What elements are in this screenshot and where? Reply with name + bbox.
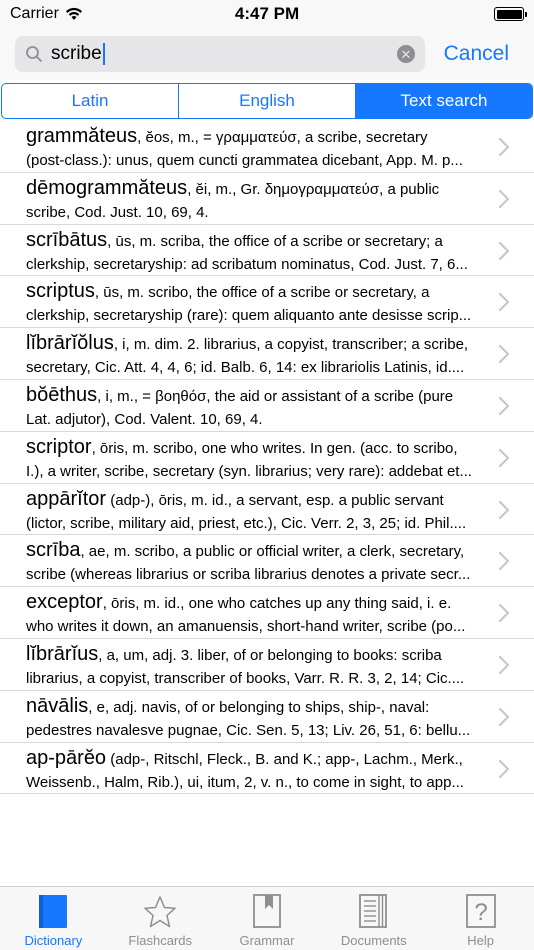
result-line2: librarius, a copyist, transcriber of books, Varr. R. R. 3, 2, 14; Cic.... bbox=[26, 669, 465, 687]
bookmark-book-icon bbox=[251, 893, 283, 929]
cancel-button[interactable]: Cancel bbox=[443, 42, 509, 65]
tab-bar bbox=[0, 886, 534, 950]
result-summary: , i, m. dim. 2. librarius, a copyist, transcriber; a scribe, bbox=[113, 336, 469, 354]
chevron-right-icon bbox=[498, 759, 510, 779]
chevron-right-icon bbox=[498, 500, 510, 520]
result-row[interactable] bbox=[0, 225, 534, 277]
star-icon bbox=[143, 895, 177, 929]
result-row[interactable] bbox=[0, 535, 534, 587]
status-time: 4:47 PM bbox=[234, 4, 300, 23]
result-summary: , ōris, m. id., one who catches up any thing said, i. e. bbox=[102, 595, 452, 613]
result-row[interactable] bbox=[0, 639, 534, 691]
chevron-right-icon bbox=[498, 707, 510, 727]
result-row[interactable] bbox=[0, 380, 534, 432]
chevron-right-icon bbox=[498, 655, 510, 675]
result-headword: dēmogrammăteus bbox=[26, 176, 188, 199]
tab-dictionary-label: Dictionary bbox=[24, 933, 83, 948]
segment-text-search[interactable]: Text search bbox=[356, 84, 532, 118]
result-row[interactable] bbox=[0, 691, 534, 743]
result-summary: , ūs, m. scribo, the office of a scribe or secretary, a bbox=[94, 284, 430, 302]
result-line2: pedestres navalesve pugnae, Cic. Sen. 5, 13; Liv. 26, 51, 6: bellu... bbox=[26, 721, 471, 739]
result-row[interactable] bbox=[0, 432, 534, 484]
result-line2: secretary, Cic. Att. 4, 4, 6; id. Balb. 6, 14: ex librariolis Latinis, id.... bbox=[26, 359, 465, 377]
result-summary: , i, m., = βοηθόσ, the aid or assistant of a scribe (pure bbox=[97, 387, 454, 405]
result-line2: who writes it down, an amanuensis, short-hand writer, scribe (po... bbox=[26, 618, 466, 636]
result-line1 bbox=[26, 694, 484, 720]
result-line1 bbox=[26, 487, 484, 513]
search-input-value: scribe bbox=[51, 43, 102, 64]
carrier-label: Carrier bbox=[10, 5, 59, 22]
result-line1 bbox=[26, 538, 484, 564]
result-summary: (adp-, Ritschl, Fleck., B. and K.; app-, Lachm., Merk., bbox=[106, 750, 463, 768]
result-row[interactable] bbox=[0, 328, 534, 380]
result-summary: , ūs, m. scriba, the office of a scribe or secretary; a bbox=[107, 232, 443, 250]
result-headword: scriptor bbox=[26, 435, 92, 458]
result-summary: , ae, m. scribo, a public or official writer, a clerk, secretary, bbox=[80, 543, 465, 561]
result-line2: clerkship, secretaryship: ad scribatum nominatus, Cod. Just. 7, 6... bbox=[26, 255, 468, 273]
result-row[interactable] bbox=[0, 276, 534, 328]
result-summary: , a, um, adj. 3. liber, of or belonging to books: scriba bbox=[98, 646, 442, 664]
result-headword: lĭbrārĭŏlus bbox=[26, 332, 114, 355]
result-line1 bbox=[26, 590, 484, 616]
text-caret bbox=[103, 43, 105, 65]
search-input[interactable] bbox=[51, 43, 397, 65]
result-summary: , e, adj. navis, of or belonging to ships, ship-, naval: bbox=[88, 698, 430, 716]
tab-help-label: Help bbox=[467, 933, 494, 948]
result-summary: , ĕi, m., Gr. δημογραμματεύσ, a public bbox=[187, 180, 440, 198]
battery-icon bbox=[494, 7, 524, 21]
chevron-right-icon bbox=[498, 551, 510, 571]
result-row[interactable] bbox=[0, 587, 534, 639]
result-headword: bŏēthus bbox=[26, 383, 98, 406]
chevron-right-icon bbox=[498, 448, 510, 468]
book-icon bbox=[37, 893, 69, 929]
result-line1 bbox=[26, 642, 484, 668]
result-summary: (adp-), ōris, m. id., a servant, esp. a public servant bbox=[106, 491, 444, 509]
help-icon bbox=[465, 893, 497, 929]
result-headword: grammăteus bbox=[26, 125, 138, 147]
result-line2: clerkship, secretaryship (rare): quem aliquanto ante desisse scrip... bbox=[26, 307, 472, 325]
result-summary: , ĕos, m., = γραμματεύσ, a scribe, secretary bbox=[137, 129, 428, 146]
chevron-right-icon bbox=[498, 396, 510, 416]
result-line1 bbox=[26, 124, 484, 150]
chevron-right-icon bbox=[498, 189, 510, 209]
tab-dictionary[interactable] bbox=[0, 887, 107, 950]
results-list bbox=[0, 121, 534, 886]
chevron-right-icon bbox=[498, 344, 510, 364]
result-line2: Lat. adjutor), Cod. Valent. 10, 69, 4. bbox=[26, 410, 263, 428]
status-left bbox=[10, 5, 83, 23]
result-line1 bbox=[26, 435, 484, 461]
search-header bbox=[0, 28, 534, 80]
result-headword: exceptor bbox=[26, 591, 103, 614]
status-bar bbox=[0, 0, 534, 28]
result-headword: scrībātus bbox=[26, 228, 108, 251]
result-line1 bbox=[26, 176, 484, 202]
tab-documents-label: Documents bbox=[340, 933, 407, 948]
result-line2: scribe (whereas librarius or scriba librarius denotes a private secr... bbox=[26, 566, 471, 584]
result-row[interactable] bbox=[0, 743, 534, 795]
chevron-right-icon bbox=[498, 603, 510, 623]
tab-flashcards-label: Flashcards bbox=[128, 933, 192, 948]
result-headword: lĭbrārĭus bbox=[26, 642, 99, 665]
search-mode-segmented-control bbox=[1, 83, 533, 119]
result-line1 bbox=[26, 383, 484, 409]
result-line1 bbox=[26, 746, 484, 772]
chevron-right-icon bbox=[498, 292, 510, 312]
search-icon bbox=[25, 45, 43, 63]
result-headword: nāvālis bbox=[26, 694, 89, 717]
result-row[interactable] bbox=[0, 121, 534, 173]
tab-grammar[interactable] bbox=[214, 887, 321, 950]
result-line1 bbox=[26, 228, 484, 254]
svg-text:?: ? bbox=[473, 899, 488, 926]
result-row[interactable] bbox=[0, 173, 534, 225]
battery-fill bbox=[497, 10, 522, 19]
wifi-icon bbox=[65, 7, 83, 21]
tab-flashcards[interactable] bbox=[107, 887, 214, 950]
result-line1 bbox=[26, 279, 484, 305]
tab-grammar-label: Grammar bbox=[239, 933, 295, 948]
segment-latin[interactable]: Latin bbox=[2, 84, 179, 118]
result-row[interactable] bbox=[0, 484, 534, 536]
result-headword: scriptus bbox=[26, 280, 95, 303]
chevron-right-icon bbox=[498, 137, 510, 157]
tab-documents[interactable] bbox=[320, 887, 427, 950]
clear-icon[interactable]: ✕ bbox=[397, 45, 415, 63]
result-line2: (lictor, scribe, military aid, priest, etc.), Cic. Verr. 2, 3, 25; id. Phil.... bbox=[26, 514, 467, 532]
result-headword: appārĭtor bbox=[26, 487, 107, 510]
result-line2: scribe, Cod. Just. 10, 69, 4. bbox=[26, 203, 209, 221]
result-headword: scrība bbox=[26, 539, 81, 562]
chevron-right-icon bbox=[498, 241, 510, 261]
result-line1 bbox=[26, 331, 484, 357]
segment-english[interactable]: English bbox=[179, 84, 356, 118]
result-headword: ap-pārĕo bbox=[26, 746, 107, 769]
search-box[interactable] bbox=[15, 36, 425, 72]
documents-icon bbox=[356, 893, 392, 929]
result-line2: I.), a writer, scribe, secretary (syn. librarius; very rare): addebat et... bbox=[26, 462, 472, 480]
tab-help[interactable] bbox=[427, 887, 534, 950]
result-line2: (post-class.): unus, quem cuncti grammatea dicebant, App. M. p... bbox=[26, 152, 463, 169]
result-summary: , ōris, m. scribo, one who writes. In gen. (acc. to scribo, bbox=[91, 439, 458, 457]
result-line2: Weissenb., Halm, Rib.), ui, itum, 2, v. n., to come in sight, to app... bbox=[26, 773, 464, 791]
